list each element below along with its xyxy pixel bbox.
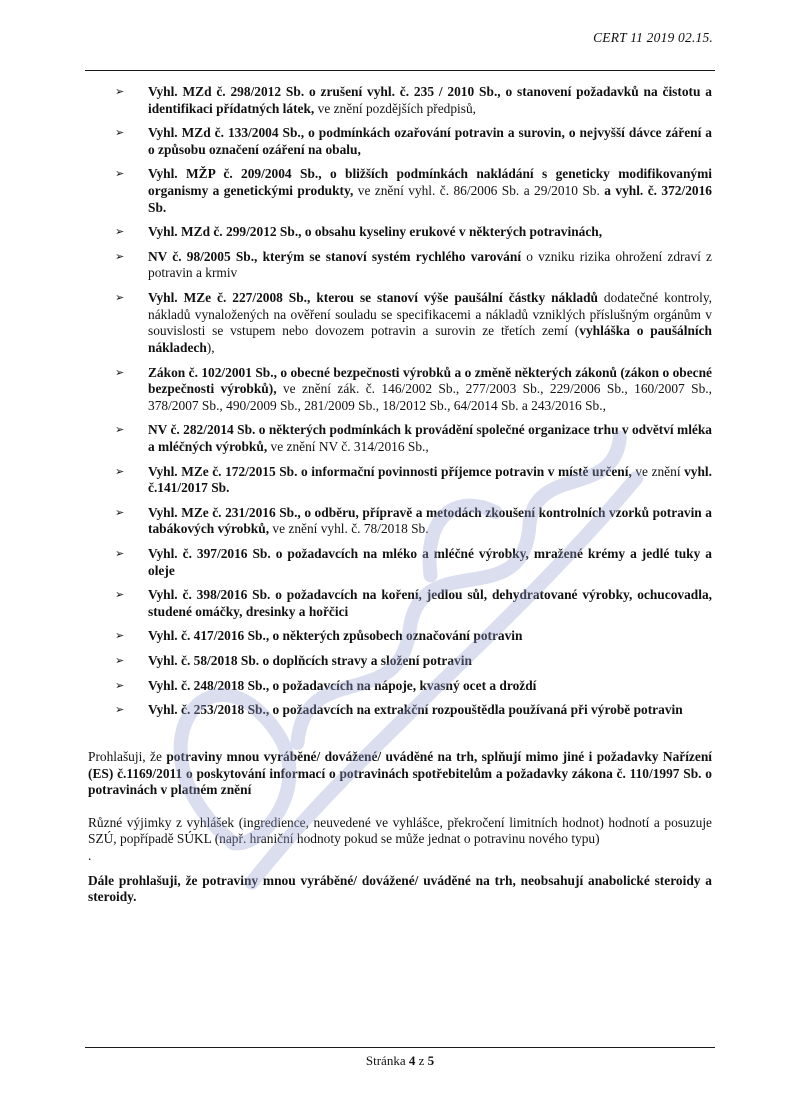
footer-rule (85, 1047, 715, 1048)
list-item-text (148, 702, 712, 719)
text-segment: Vyhl. č. 58/2018 Sb. o doplňcích stravy a složení potravin (148, 653, 472, 669)
arrow-bullet-icon: ➢ (115, 655, 125, 668)
list-item-text (148, 224, 712, 241)
text-segment: NV č. 282/2014 Sb. o některých podmínkách k provádění společné organizace trhu v odvětví mléka a mléčných výrobků, (148, 422, 712, 454)
list-item (88, 464, 712, 497)
arrow-bullet-icon: ➢ (115, 226, 125, 239)
list-item (88, 546, 712, 579)
header-rule (85, 70, 715, 71)
text-segment: Vyhl. MŽP č. 209/2004 Sb., o bližších podmínkách nakládání s geneticky modifikovanými organismy a genetickými produkty, (148, 166, 712, 199)
list-item (88, 505, 712, 538)
text-segment: Vyhl. MZe č. 227/2008 Sb., kterou se stanoví výše paušální částky nákladů (148, 290, 598, 306)
text-segment: Vyhl. č. 253/2018 Sb., o požadavcích na extrakční rozpouštědla používaná při výrobě potravin (148, 702, 683, 718)
list-item-text (148, 628, 712, 645)
arrow-bullet-icon: ➢ (115, 548, 125, 561)
list-item-text (148, 125, 712, 158)
list-item (88, 587, 712, 620)
text-segment: a vyhl. č. 372/2016 Sb. (148, 183, 712, 215)
list-item-text (148, 546, 712, 579)
list-item-text (148, 166, 712, 216)
list-item-text (148, 365, 712, 415)
arrow-bullet-icon: ➢ (115, 465, 125, 478)
text-segment: Vyhl. č. 417/2016 Sb., o některých způsobech označování potravin (148, 628, 523, 644)
arrow-bullet-icon: ➢ (115, 127, 125, 140)
text-segment: Dále prohlašuji, že potraviny mnou vyráběné/ dovážené/ uváděné na trh, neobsahují anabolické steroidy a steroidy. (88, 872, 712, 905)
list-item (88, 678, 712, 695)
text-segment: Různé výjimky z vyhlášek (ingredience, neuvedené ve vyhlášce, překročení limitních hodnot) hodnotí a posuzuje SZÚ, popřípadě SÚKL (např. hraniční hodnoty pokud se může jednat o potravinu nového typu) (88, 814, 712, 847)
list-item (88, 702, 712, 719)
declaration-paragraphs (88, 749, 712, 906)
arrow-bullet-icon: ➢ (115, 679, 125, 692)
arrow-bullet-icon: ➢ (115, 86, 125, 98)
list-item (88, 290, 712, 356)
footer-page-indicator (0, 1053, 800, 1069)
arrow-bullet-icon: ➢ (115, 424, 125, 437)
list-item (88, 628, 712, 645)
text-segment: ve znění (631, 463, 685, 479)
arrow-bullet-icon: ➢ (115, 704, 125, 717)
document-content (88, 84, 712, 906)
text-segment: NV č. 98/2005 Sb., kterým se stanoví systém rychlého varování (148, 248, 522, 264)
text-segment: Stránka (365, 1053, 409, 1068)
text-segment: ve znění vyhl. č. 78/2018 Sb. (269, 521, 429, 537)
arrow-bullet-icon: ➢ (115, 506, 125, 519)
list-item-text (148, 505, 712, 538)
list-item (88, 365, 712, 415)
text-segment: vyhl. č.141/2017 Sb. (148, 463, 712, 496)
text-segment: . (88, 847, 92, 863)
list-item-text (148, 678, 712, 695)
text-segment: ve znění vyhl. č. 86/2006 Sb. a 29/2010 Sb. (353, 183, 605, 199)
document-code: CERT 11 2019 02.15. (593, 30, 713, 45)
arrow-bullet-icon: ➢ (115, 168, 125, 181)
arrow-bullet-icon: ➢ (115, 589, 125, 602)
list-item-text (148, 464, 712, 497)
arrow-bullet-icon: ➢ (115, 250, 125, 263)
text-segment: Vyhl. č. 248/2018 Sb., o požadavcích na nápoje, kvasný ocet a droždí (148, 677, 537, 693)
text-segment: ), (206, 339, 215, 355)
list-item-text (148, 84, 712, 117)
text-segment: potraviny mnou vyráběné/ dovážené/ uváděné na trh, splňují mimo jiné i požadavky Nařízení (ES) č.1169/2011 o poskytování informací o potravinách spotřebitelům a požadavky zákona č. 110/1997 Sb. o potravinách v platném znění (88, 748, 712, 798)
list-item-text (148, 249, 712, 282)
list-item-text (148, 653, 712, 670)
text-segment: z (415, 1053, 428, 1068)
text-segment: dodatečné kontroly, nákladů vynaložených na ověření souladu se specifikacemi a nákladů vzniklých příslušným orgánům v souvislosti se vstupem nebo dovozem potravin a surovin ze třetích zemí ( (148, 290, 713, 339)
text-segment: Vyhl. MZe č. 231/2016 Sb., o odběru, přípravě a metodách zkoušení kontrolních vzorků potravin a tabákových výrobků, (148, 504, 712, 537)
list-item (88, 422, 712, 455)
text-segment: 5 (427, 1053, 435, 1068)
text-segment: Vyhl. MZd č. 298/2012 Sb. o zrušení vyhl. č. 235 / 2010 Sb., o stanovení požadavků na čistotu a identifikaci přídatných látek, (148, 84, 712, 116)
text-segment: Vyhl. MZe č. 172/2015 Sb. o informační povinnosti příjemce potravin v místě určení, (148, 463, 632, 479)
list-item (88, 84, 712, 117)
text-segment: o vzniku rizika ohrožení zdraví z potravin a krmiv (148, 248, 713, 281)
list-item-text (148, 587, 712, 620)
text-segment: ve znění pozdějších předpisů, (314, 100, 477, 116)
text-segment: Vyhl. MZd č. 299/2012 Sb., o obsahu kyseliny erukové v některých potravinách, (148, 224, 603, 240)
arrow-bullet-icon: ➢ (115, 366, 125, 379)
paragraph (88, 848, 712, 865)
list-item (88, 653, 712, 670)
text-segment: vyhláška o paušálních nákladech (148, 323, 712, 355)
paragraph (88, 815, 712, 848)
list-item (88, 249, 712, 282)
regulation-list (88, 84, 712, 719)
list-item (88, 166, 712, 216)
text-segment: Vyhl. č. 397/2016 Sb. o požadavcích na mléko a mléčné výrobky, mražené krémy a jedlé tuky a oleje (148, 546, 712, 578)
list-item (88, 125, 712, 158)
text-segment: Vyhl. MZd č. 133/2004 Sb., o podmínkách ozařování potravin a surovin, o nejvyšší dávce záření a o způsobu označení ozáření na obalu, (148, 125, 712, 157)
list-item-text (148, 290, 712, 356)
text-segment: Prohlašuji, že (88, 748, 167, 764)
text-segment: Zákon č. 102/2001 Sb., o obecné bezpečnosti výrobků a o změně některých zákonů (zákon o obecné bezpečnosti výrobků), (148, 364, 712, 397)
text-segment: Vyhl. č. 398/2016 Sb. o požadavcích na koření, jedlou sůl, dehydratované výrobky, ochucovadla, studené omáčky, dresinky a hořčici (148, 587, 712, 619)
paragraph (88, 749, 712, 799)
text-segment: ve znění NV č. 314/2016 Sb., (267, 438, 429, 454)
arrow-bullet-icon: ➢ (115, 292, 125, 305)
paragraph (88, 873, 712, 906)
list-item (88, 224, 712, 241)
arrow-bullet-icon: ➢ (115, 630, 125, 643)
list-item-text (148, 422, 712, 455)
text-segment: 4 (408, 1053, 416, 1068)
text-segment: ve znění zák. č. 146/2002 Sb., 277/2003 Sb., 229/2006 Sb., 160/2007 Sb., 378/2007 Sb., 490/2009 Sb., 281/2009 Sb., 18/2012 Sb., 64/2014 Sb. a 243/2016 Sb., (148, 381, 712, 413)
